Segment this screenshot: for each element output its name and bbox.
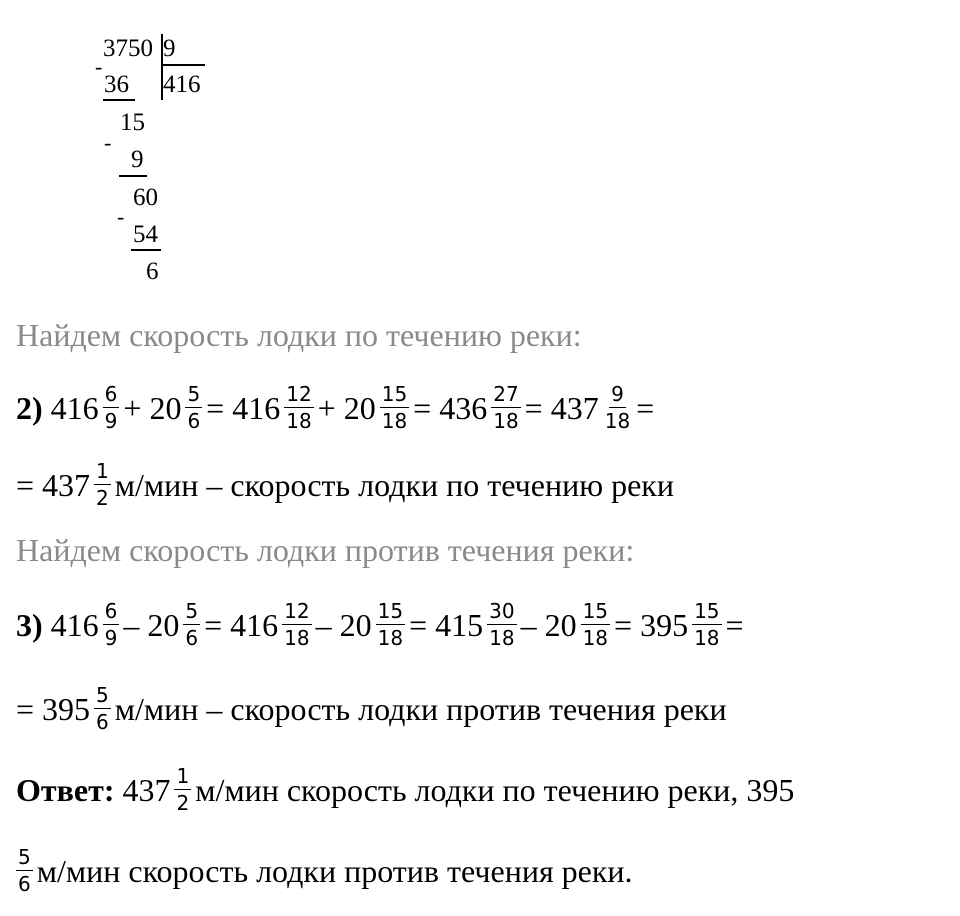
fraction: $\frac{30}{18}$ (489, 599, 515, 650)
division-minus-1: - (95, 54, 103, 79)
division-remainder: 6 (146, 258, 159, 285)
number: 395 (42, 690, 91, 727)
answer-label: Ответ: (16, 771, 115, 808)
fraction: $\frac{12}{18}$ (286, 382, 312, 433)
equals: = (614, 606, 633, 643)
equation-2 (16, 383, 654, 432)
number: 437 (550, 389, 599, 426)
division-minus-3: - (117, 204, 125, 229)
number: 436 (439, 389, 488, 426)
division-step1-sub: 36 (104, 71, 129, 98)
number: 20 (343, 389, 376, 426)
equals: = (16, 690, 35, 727)
division-step1-line (103, 99, 135, 101)
answer-text-1: м/мин скорость лодки по течению реки, 395 (195, 771, 795, 808)
fraction: $\frac{1}{2}$ (96, 459, 109, 510)
operator: + (123, 389, 142, 426)
number: 20 (149, 389, 182, 426)
division-minus-2: - (104, 130, 112, 155)
equals: = (725, 606, 744, 643)
fraction: $\frac{5}{6}$ (96, 683, 109, 734)
fraction: $\frac{27}{18}$ (493, 382, 519, 433)
fraction: $\frac{5}{6}$ (187, 382, 201, 433)
number: 416 (50, 389, 99, 426)
number: 20 (147, 606, 180, 643)
division-step2-sub: 9 (131, 146, 144, 173)
division-step3-sub: 54 (133, 221, 158, 248)
division-quotient-bar (161, 64, 205, 66)
number: 416 (230, 606, 279, 643)
fraction: $\frac{15}{18}$ (381, 382, 408, 433)
equals: = (413, 389, 432, 426)
equation-3-label: 3) (16, 606, 43, 643)
division-quotient: 416 (163, 71, 201, 98)
number: 20 (339, 606, 372, 643)
answer-text-2: м/мин скорость лодки против течения реки. (36, 852, 633, 889)
equation-2-label: 2) (16, 389, 43, 426)
number: 20 (544, 606, 577, 643)
operator: + (317, 389, 336, 426)
fraction: $\frac{5}{6}$ (185, 599, 199, 650)
division-step3-rem: 60 (133, 184, 158, 211)
number: 437 (122, 771, 171, 808)
fraction: $\frac{12}{18}$ (284, 599, 310, 650)
equation-3 (16, 600, 744, 649)
number: 416 (232, 389, 281, 426)
number: 416 (50, 606, 99, 643)
division-step2-rem: 15 (120, 109, 145, 136)
answer-line-1 (16, 765, 794, 814)
equals: = (206, 389, 225, 426)
fraction: $\frac{15}{18}$ (582, 599, 609, 650)
number: 395 (640, 606, 689, 643)
division-step2-line (119, 175, 147, 177)
fraction: $\frac{5}{6}$ (18, 845, 31, 896)
fraction: $\frac{6}{9}$ (104, 599, 118, 650)
operator: – (123, 606, 140, 643)
division-step3-line (131, 249, 161, 251)
answer-line-2 (16, 846, 633, 895)
fraction: $\frac{15}{18}$ (377, 599, 404, 650)
equals: = (636, 389, 655, 426)
number: 437 (42, 466, 91, 503)
fraction: $\frac{9}{18}$ (604, 382, 631, 433)
result-2 (16, 460, 674, 509)
result-3-text: м/мин – скорость лодки против течения реки (114, 690, 727, 727)
number: 415 (435, 606, 484, 643)
division-dividend: 3750 (103, 35, 153, 62)
fraction: $\frac{6}{9}$ (104, 382, 118, 433)
fraction: $\frac{1}{2}$ (176, 764, 190, 815)
division-divisor: 9 (163, 35, 176, 62)
result-2-text: м/мин – скорость лодки по течению реки (114, 466, 674, 503)
equals: = (409, 606, 428, 643)
operator: – (520, 606, 537, 643)
equals: = (524, 389, 543, 426)
equals: = (16, 466, 35, 503)
fraction: $\frac{15}{18}$ (694, 599, 720, 650)
heading-upstream: Найдем скорость лодки против течения реки: (16, 532, 635, 568)
equals: = (204, 606, 223, 643)
operator: – (315, 606, 332, 643)
result-3 (16, 684, 727, 733)
heading-downstream: Найдем скорость лодки по течению реки: (16, 317, 582, 353)
